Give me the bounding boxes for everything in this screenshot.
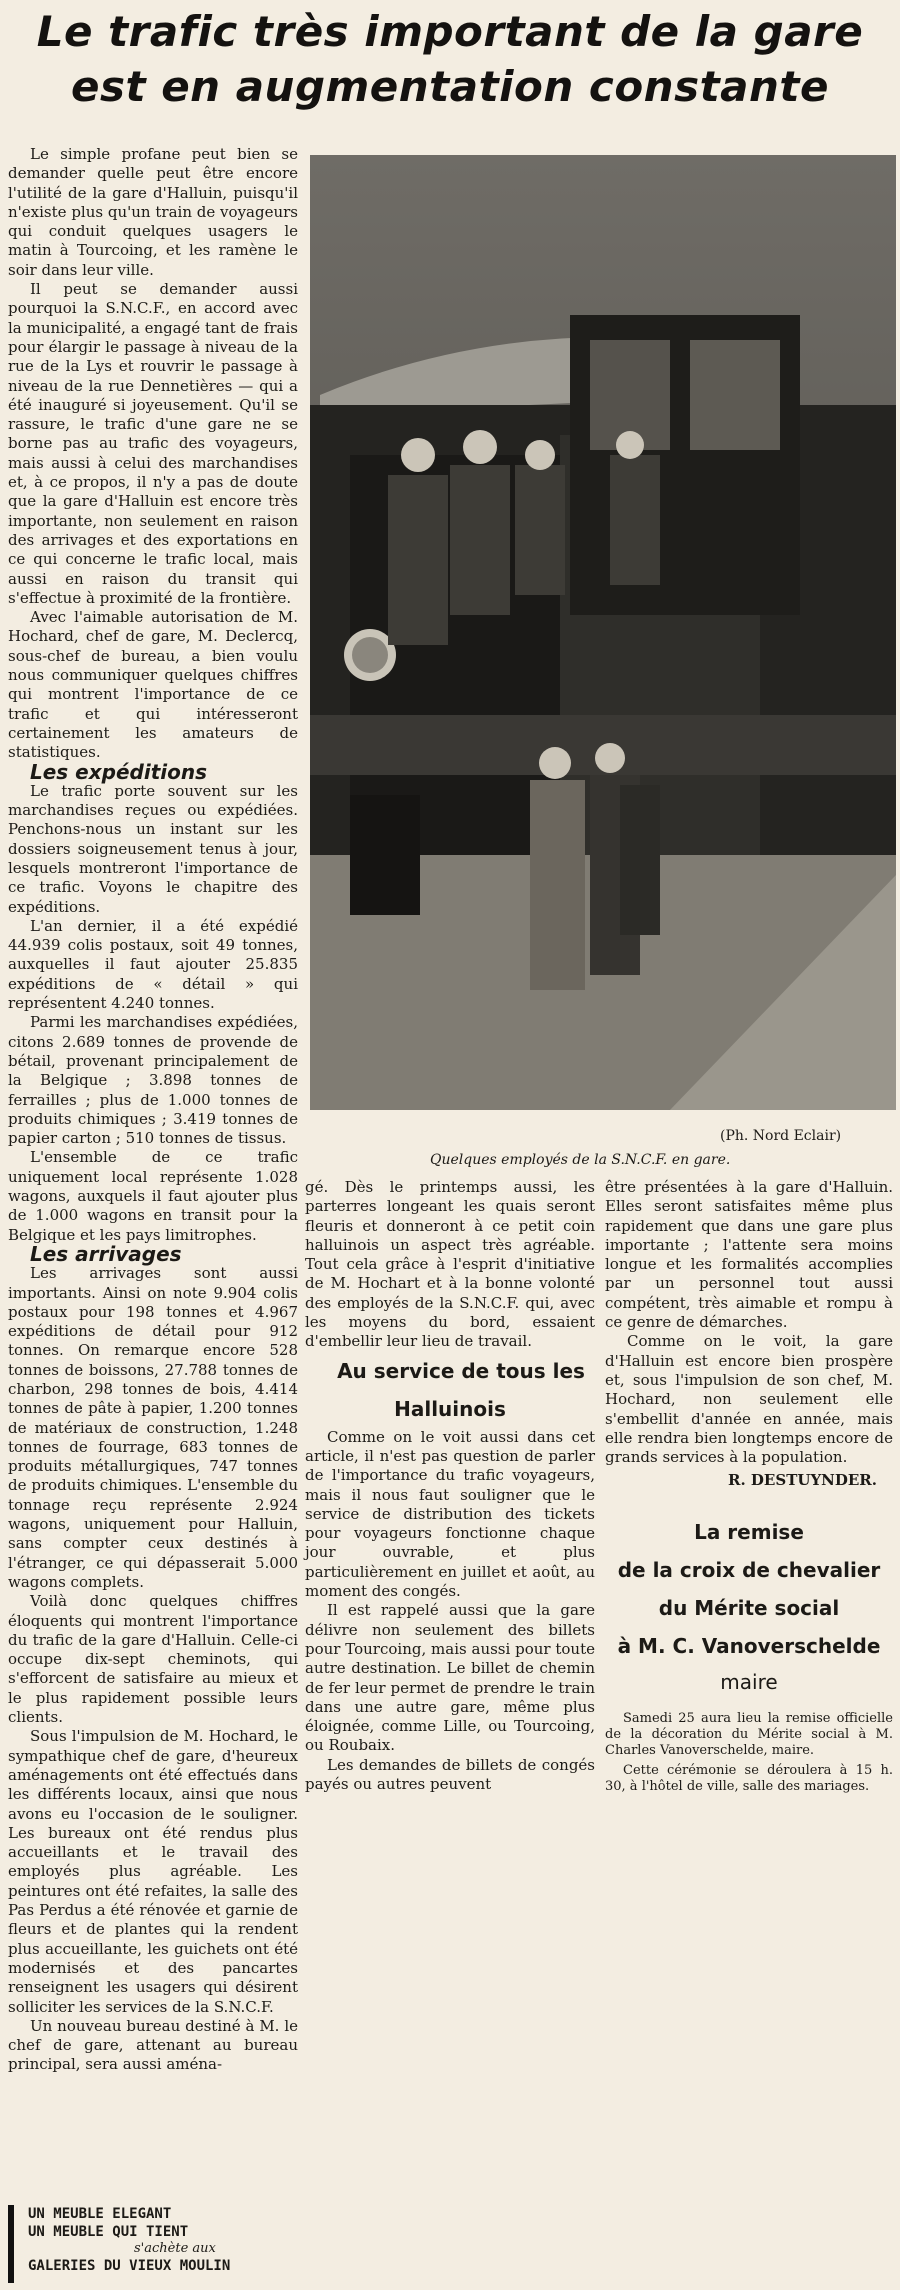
author-signature: R. DESTUYNDER. bbox=[728, 1471, 877, 1490]
paragraph: être présentées à la gare d'Halluin. Elles seront satisfaites même plus rapidement que dans une gare plus importante ; l'attente sera moins longue et les formalités accomplies par un personnel tout aussi compétent, très aimable et rompu à ce genre de démarches. bbox=[605, 1178, 893, 1332]
photo-credit: (Ph. Nord Eclair) bbox=[720, 1128, 842, 1144]
subheading-arrivages: Les arrivages bbox=[30, 1241, 182, 1266]
locomotive-photo-illustration bbox=[310, 155, 896, 1110]
subheading-expeditions: Les expéditions bbox=[30, 759, 207, 784]
paragraph: Le simple profane peut bien se demander quelle peut être encore l'utilité de la gare d'Halluin, puisqu'il n'existe plus qu'un train de voyageurs qui conduit quelques usagers le matin à Tourcoing, et les ramène le soir dans leur ville. bbox=[8, 145, 298, 279]
paragraph: L'ensemble de ce trafic uniquement local représente 1.028 wagons, auxquels il faut ajouter plus de 1.000 wagons en transit pour la Belgique et les pays limitrophes. bbox=[8, 1148, 298, 1244]
remise-headline-line: de la croix de chevalier bbox=[617, 1557, 881, 1582]
ad-line: UN MEUBLE QUI TIENT bbox=[28, 2224, 189, 2240]
photo-caption: Quelques employés de la S.N.C.F. en gare. bbox=[430, 1152, 731, 1168]
paragraph: Il est rappelé aussi que la gare délivre non seulement des billets pour Tourcoing, mais aussi pour toute autre destination. Le billet de chemin de fer leur permet de prendre le train dans une autre gare, même plus éloignée, comme Lille, ou Tourcoing, ou Roubaix. bbox=[305, 1601, 595, 1755]
article-column-right bbox=[605, 1178, 893, 1799]
remise-body bbox=[605, 1711, 893, 1795]
paragraph: gé. Dès le printemps aussi, les parterres longeant les quais seront fleuris et donneront à ce petit coin halluinois un aspect très agréable. Tout cela grâce à l'esprit d'initiative de M. Hochart et à la bonne volonté des employés de la S.N.C.F. qui, avec les moyens du bord, essaient d'embellir leur lieu de travail. bbox=[305, 1178, 595, 1351]
ad-line: UN MEUBLE ELEGANT bbox=[28, 2206, 172, 2222]
paragraph: Voilà donc quelques chiffres éloquents qui montrent l'importance du trafic de la gare d'Halluin. Celle-ci occupe dix-sept cheminots, qui s'efforcent de satisfaire au mieux et le plus rapidement possible leurs clients. bbox=[8, 1592, 298, 1727]
article-column-middle bbox=[305, 1178, 595, 1794]
paragraph: Avec l'aimable autorisation de M. Hochard, chef de gare, M. Declercq, sous-chef de bureau, a bien voulu nous communiquer quelques chiffres qui montrent l'importance de ce trafic et qui intéresseront certainement les amateurs de statistiques. bbox=[8, 608, 298, 762]
paragraph: Comme on le voit aussi dans cet article, il n'est pas question de parler de l'importance du trafic voyageurs, mais il nous faut souligner que le service de distribution des tickets pour voyageurs fonctionne chaque jour ouvrable, et plus particulièrement en juillet et août, au moment des congés. bbox=[305, 1427, 595, 1601]
paragraph: Les demandes de billets de congés payés ou autres peuvent bbox=[305, 1755, 595, 1794]
article-column-left bbox=[8, 145, 298, 2075]
subheading-au-service: Au service de tous les Halluinois bbox=[337, 1358, 585, 1421]
paragraph: Les arrivages sont aussi importants. Ainsi on note 9.904 colis postaux pour 198 tonnes et 4.967 expéditions de détail pour 912 tonnes. On remarque encore 528 tonnes de boissons, 27.788 tonnes de charbon, 298 tonnes de bois, 4.414 tonnes de pâte à papier, 1.200 tonnes de matériaux de construction, 1.248 tonnes de fourrage, 683 tonnes de produits métallurgiques, 747 tonnes de produits chimiques. L'ensemble du tonnage reçu représente 2.924 wagons, uniquement pour Halluin, sans compter ceux destinés à l'étranger, ce qui dépasserait 5.000 wagons complets. bbox=[8, 1264, 298, 1591]
advertisement-box bbox=[8, 2205, 304, 2283]
paragraph: Sous l'impulsion de M. Hochard, le sympathique chef de gare, d'heureux aménagements ont été effectués dans les différents locaux, ainsi que nous avons eu l'occasion de le souligner. Les bureaux ont été rendus plus accueillants et le travail des employés plus agréable. Les peintures ont été refaites, la salle des Pas Perdus a été rénovée et garnie de fleurs et de plantes qui la rendent plus accueillante, les guichets ont été modernisés et des pancartes renseignent les usagers qui désirent solliciter les services de la S.N.C.F. bbox=[8, 1727, 298, 2016]
remise-headline-line: maire bbox=[720, 1669, 778, 1694]
paragraph: Cette cérémonie se déroulera à 15 h. 30, à l'hôtel de ville, salle des mariages. bbox=[605, 1762, 893, 1794]
remise-headline-line: du Mérite social bbox=[658, 1595, 840, 1620]
paragraph: Un nouveau bureau destiné à M. le chef de gare, attenant au bureau principal, sera aussi aména- bbox=[8, 2016, 298, 2074]
remise-article bbox=[605, 1513, 893, 1699]
remise-headline-line: à M. C. Vanoverschelde bbox=[617, 1633, 881, 1658]
photo-railway-employees bbox=[310, 155, 896, 1110]
paragraph: Il peut se demander aussi pourquoi la S.N.C.F., en accord avec la municipalité, a engagé tant de frais pour élargir le passage à niveau de la rue de la Lys et rouvrir le passage à niveau de la rue Dennetières — qui a été inauguré si joyeusement. Qu'il se rassure, le trafic d'une gare ne se borne pas au trafic des voyageurs, mais aussi à celui des marchandises et, à ce propos, il n'y a pas de doute que la gare d'Halluin est encore très importante, non seulement en raison des arrivages et des exportations en ce qui concerne le trafic local, mais aussi en raison du transit qui s'effectue à proximité de la frontière. bbox=[8, 280, 298, 607]
paragraph: Parmi les marchandises expédiées, citons 2.689 tonnes de provende de bétail, provenant principalement de la Belgique ; 3.898 tonnes de ferrailles ; plus de 1.000 tonnes de produits chimiques ; 3.419 tonnes de papier carton ; 510 tonnes de tissus. bbox=[8, 1013, 298, 1148]
ad-line: GALERIES DU VIEUX MOULIN bbox=[28, 2258, 231, 2274]
paragraph: Comme on le voit, la gare d'Halluin est encore bien prospère et, sous l'impulsion de son chef, M. Hochard, non seulement elle s'embellit d'année en année, mais elle rendra bien longtemps encore de grands services à la population. bbox=[605, 1332, 893, 1467]
paragraph: Le trafic porte souvent sur les marchandises reçues ou expédiées. Penchons-nous un instant sur les dossiers soigneusement tenus à jour, lesquels montreront l'importance de ce trafic. Voyons le chapitre des expéditions. bbox=[8, 781, 298, 916]
remise-headline-line: La remise bbox=[694, 1519, 804, 1544]
paragraph: L'an dernier, il a été expédié 44.939 colis postaux, soit 49 tonnes, auxquelles il faut ajouter 25.835 expéditions de « détail » qui représentent 4.240 tonnes. bbox=[8, 916, 298, 1013]
headline: Le trafic très important de la gare est en augmentation constante bbox=[36, 7, 864, 111]
paragraph: Samedi 25 aura lieu la remise officielle de la décoration du Mérite social à M. Charles Vanoverschelde, maire. bbox=[605, 1710, 893, 1758]
ad-line: s'achète aux bbox=[134, 2241, 216, 2256]
